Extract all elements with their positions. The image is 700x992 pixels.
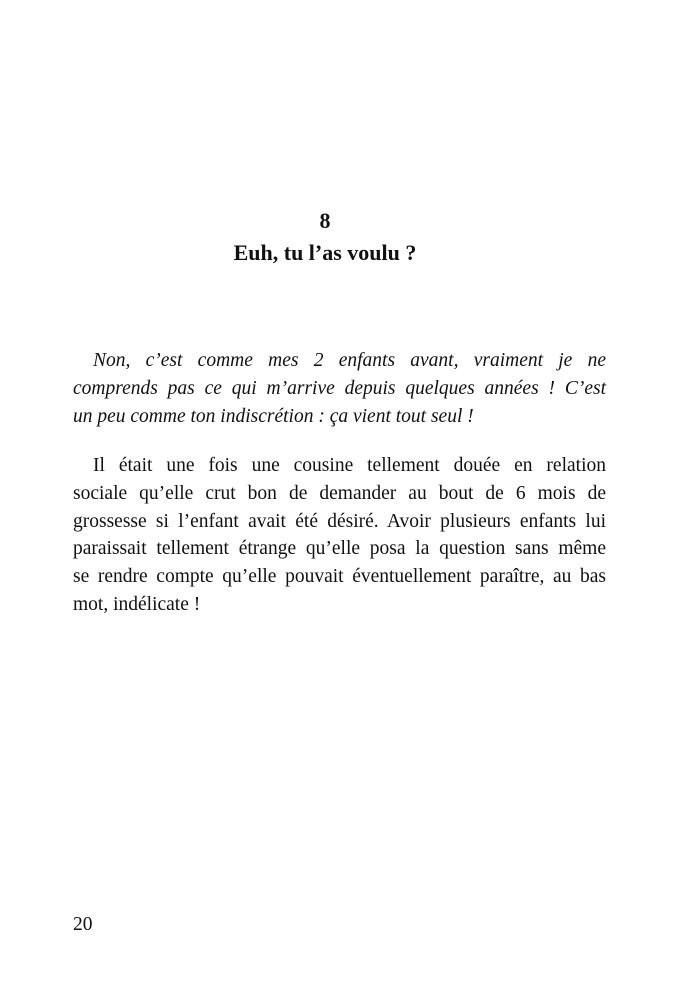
page-number: 20 bbox=[73, 914, 93, 935]
text-line: Non, c’est comme mes 2 enfants avant, vraiment je ne bbox=[93, 350, 606, 371]
paragraph-italic bbox=[73, 347, 606, 430]
chapter-title: Euh, tu l’as voulu ? bbox=[233, 240, 417, 265]
text-line: mot, indélicate ! bbox=[73, 593, 201, 615]
text-line: grossesse si l’enfant avait été désiré. Avoir plusieurs enfants lui bbox=[73, 510, 606, 532]
paragraph-body bbox=[73, 452, 606, 619]
text-line: comprends pas ce qui m’arrive depuis quelques années ! C’est bbox=[73, 377, 606, 399]
text-line: se rendre compte qu’elle pouvait éventuellement paraître, au bas bbox=[73, 566, 606, 588]
text-line: paraissait tellement étrange qu’elle posa la question sans même bbox=[73, 538, 606, 560]
chapter-number: 8 bbox=[319, 208, 331, 233]
text-line: un peu comme ton indiscrétion : ça vient tout seul ! bbox=[73, 405, 474, 427]
text-line: sociale qu’elle crut bon de demander au bout de 6 mois de bbox=[73, 482, 606, 504]
text-line: Il était une fois une cousine tellement douée en relation bbox=[93, 455, 606, 476]
